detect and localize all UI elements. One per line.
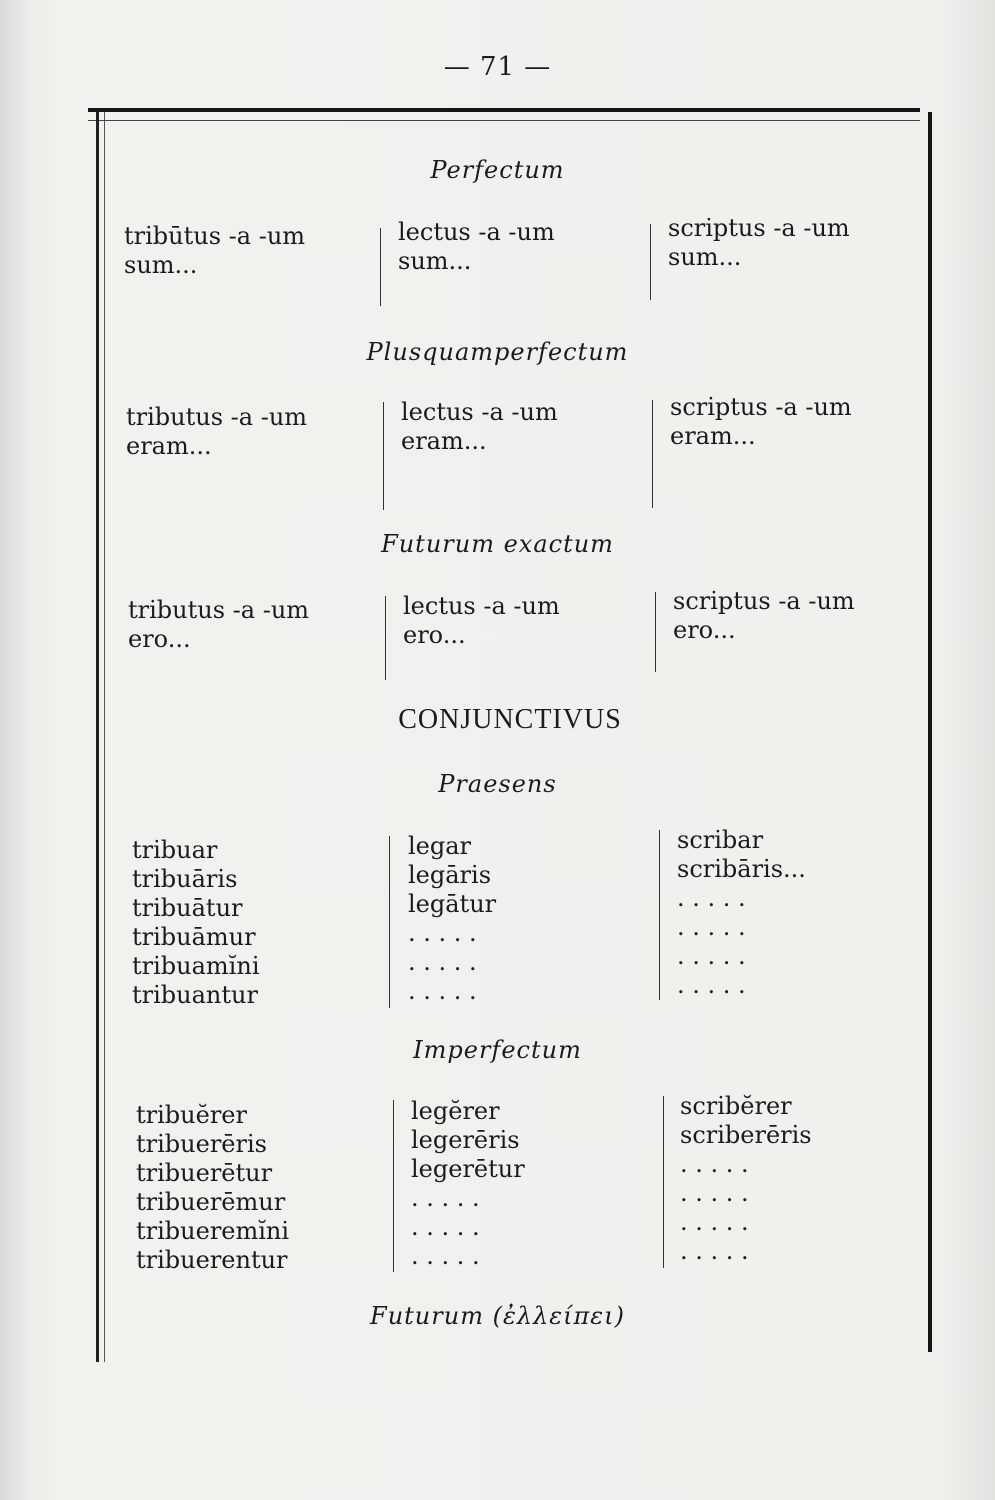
plusquam-col-tribuo: [126, 403, 307, 461]
praesens-col-tribuo: [132, 836, 260, 1010]
perfectum-scribo-line-1: scriptus -a -um: [668, 214, 850, 242]
plusquam-tribuo-line-2: eram...: [126, 432, 212, 460]
perfectum-lego-line-2: sum...: [398, 247, 472, 275]
perfectum-col-tribuo: [124, 222, 305, 280]
plusquam-col-lego: [401, 398, 558, 456]
futex-col-scribo: [673, 587, 855, 645]
futex-col-tribuo: [128, 596, 309, 654]
praesens-lego-line-6: . . . . .: [408, 977, 477, 1005]
heading-praesens: Praesens: [438, 770, 557, 798]
imperfectum-lego-line-2: legerēris: [411, 1126, 520, 1154]
perfectum-col-scribo: [668, 214, 850, 272]
praesens-col-scribo: [677, 826, 806, 1000]
heading-imperfectum: Imperfectum: [413, 1036, 582, 1064]
praesens-col-lego: [408, 832, 496, 1006]
praesens-lego-line-3: legātur: [408, 890, 497, 918]
praesens-tribuo-line-6: tribuantur: [132, 981, 258, 1009]
column-divider: [655, 592, 656, 672]
imperfectum-lego-line-5: . . . . .: [411, 1213, 480, 1241]
praesens-tribuo-line-1: tribuar: [132, 836, 218, 864]
praesens-tribuo-line-5: tribuamĭni: [132, 952, 260, 980]
column-divider: [650, 224, 651, 300]
heading-futurum: Futurum (ἐλλείπει): [370, 1302, 625, 1330]
imperfectum-tribuo-line-1: tribuĕrer: [136, 1101, 247, 1129]
praesens-tribuo-line-3: tribuātur: [132, 894, 243, 922]
column-divider: [659, 830, 660, 1000]
perfectum-tribuo-line-2: sum...: [124, 251, 198, 279]
imperfectum-tribuo-line-2: tribuerēris: [136, 1130, 267, 1158]
imperfectum-lego-line-3: legerētur: [411, 1155, 525, 1183]
column-divider: [652, 400, 653, 508]
top-rule-thin: [88, 120, 920, 121]
left-rule: [96, 112, 99, 1362]
imperfectum-tribuo-line-6: tribuerentur: [136, 1246, 288, 1274]
perfectum-lego-line-1: lectus -a -um: [398, 218, 555, 246]
column-divider: [393, 1100, 394, 1272]
heading-plusquamperfectum: Plusquamperfectum: [366, 338, 629, 366]
imperfectum-col-tribuo: [136, 1101, 289, 1275]
plusquam-lego-line-1: lectus -a -um: [401, 398, 558, 426]
plusquam-tribuo-line-1: tributus -a -um: [126, 403, 308, 431]
imperfectum-lego-line-4: . . . . .: [411, 1184, 480, 1212]
praesens-tribuo-line-2: tribuāris: [132, 865, 238, 893]
imperfectum-lego-line-1: legĕrer: [411, 1097, 500, 1125]
column-divider: [383, 402, 384, 510]
column-divider: [380, 228, 381, 306]
plusquam-col-scribo: [670, 393, 852, 451]
praesens-lego-line-1: legar: [408, 832, 472, 860]
praesens-scribo-line-5: . . . . .: [677, 942, 746, 970]
praesens-lego-line-4: . . . . .: [408, 919, 477, 947]
imperfectum-scribo-line-3: . . . . .: [680, 1150, 749, 1178]
perfectum-tribuo-line-1: tribūtus -a -um: [124, 222, 306, 250]
praesens-scribo-line-3: . . . . .: [677, 884, 746, 912]
plusquam-lego-line-2: eram...: [401, 427, 487, 455]
column-divider: [385, 596, 386, 680]
perfectum-scribo-line-2: sum...: [668, 243, 742, 271]
plusquam-scribo-line-2: eram...: [670, 422, 756, 450]
imperfectum-lego-line-6: . . . . .: [411, 1242, 480, 1270]
column-divider: [663, 1096, 664, 1268]
top-rule: [88, 108, 920, 112]
praesens-scribo-line-4: . . . . .: [677, 913, 746, 941]
column-divider: [389, 836, 390, 1008]
futex-lego-line-2: ero...: [403, 621, 466, 649]
imperfectum-tribuo-line-5: tribueremĭni: [136, 1217, 290, 1245]
imperfectum-col-lego: [411, 1097, 525, 1271]
futex-tribuo-line-2: ero...: [128, 625, 191, 653]
perfectum-col-lego: [398, 218, 555, 276]
imperfectum-scribo-line-5: . . . . .: [680, 1208, 749, 1236]
praesens-lego-line-2: legāris: [408, 861, 492, 889]
heading-perfectum: Perfectum: [430, 156, 565, 184]
imperfectum-scribo-line-2: scriberēris: [680, 1121, 812, 1149]
imperfectum-scribo-line-6: . . . . .: [680, 1237, 749, 1265]
futex-lego-line-1: lectus -a -um: [403, 592, 560, 620]
left-rule-thin: [104, 112, 105, 1362]
futex-scribo-line-2: ero...: [673, 616, 736, 644]
imperfectum-tribuo-line-4: tribuerēmur: [136, 1188, 286, 1216]
praesens-scribo-line-1: scribar: [677, 826, 764, 854]
imperfectum-col-scribo: [680, 1092, 812, 1266]
page-number: — 71 —: [443, 52, 552, 82]
praesens-scribo-line-2: scribāris...: [677, 855, 806, 883]
futex-col-lego: [403, 592, 560, 650]
imperfectum-scribo-line-1: scribĕrer: [680, 1092, 792, 1120]
imperfectum-tribuo-line-3: tribuerētur: [136, 1159, 273, 1187]
futex-scribo-line-1: scriptus -a -um: [673, 587, 855, 615]
heading-conjunctivus: CONJUNCTIVUS: [398, 704, 622, 735]
praesens-lego-line-5: . . . . .: [408, 948, 477, 976]
heading-futurum-exactum: Futurum exactum: [381, 530, 614, 558]
praesens-tribuo-line-4: tribuāmur: [132, 923, 256, 951]
imperfectum-scribo-line-4: . . . . .: [680, 1179, 749, 1207]
futex-tribuo-line-1: tributus -a -um: [128, 596, 310, 624]
plusquam-scribo-line-1: scriptus -a -um: [670, 393, 852, 421]
praesens-scribo-line-6: . . . . .: [677, 971, 746, 999]
